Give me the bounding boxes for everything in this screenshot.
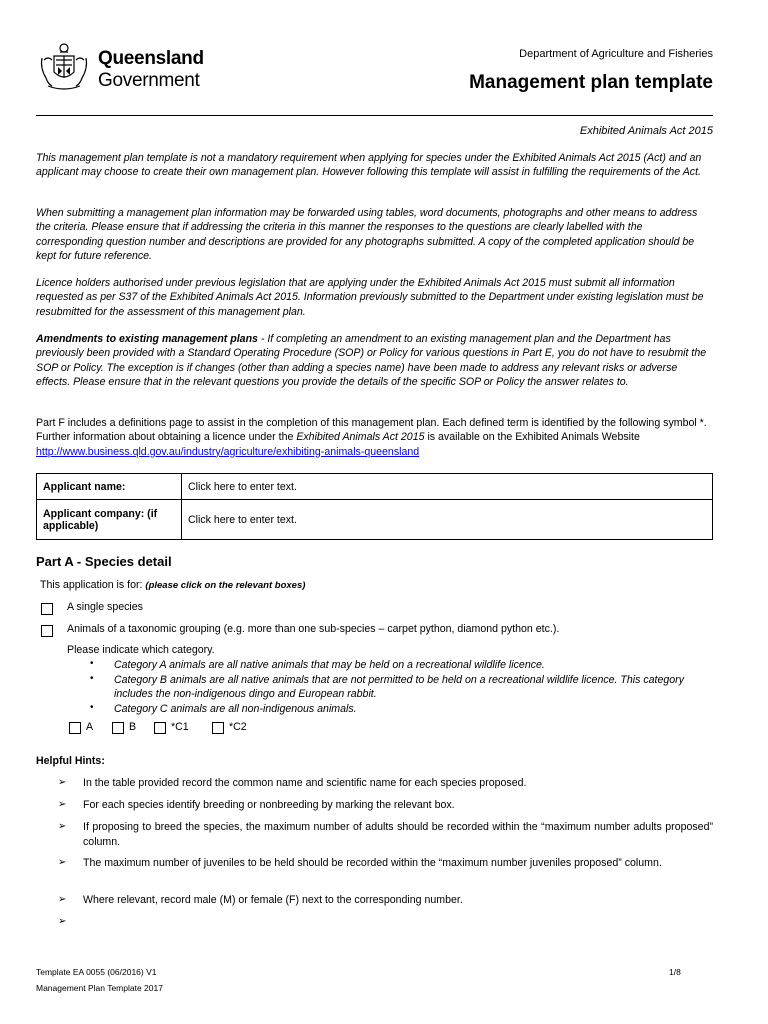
part-a-heading: Part A - Species detail: [36, 554, 172, 569]
bullet-icon: •: [90, 673, 94, 684]
application-note: (please click on the relevant boxes): [145, 580, 306, 591]
act-name-italic: Exhibited Animals Act 2015: [296, 431, 425, 444]
applicant-details-table: [36, 473, 713, 540]
page-number: 1/8: [669, 967, 681, 977]
category-c2-checkbox[interactable]: [212, 722, 224, 734]
application-for-text: This application is for:: [40, 579, 146, 591]
taxonomic-group-checkbox[interactable]: [41, 625, 53, 637]
amendments-text: - If completing an amendment to an existing management plan and the Department has previously been provided with a Standard Operating Procedure (SOP) or Policy for various questions in Part E, you do not have to resubmit the SOP or Policy. The exception is if changes (other than adding a species name) have been made to address any relevant risks or adverse effects. Please ensure that in the relevant questions you provide the details of the specific SOP or Policy the answer relates to.: [36, 333, 707, 388]
applicant-name-field[interactable]: Click here to enter text.: [182, 474, 713, 500]
applicant-name-label: Applicant name:: [37, 474, 182, 500]
part-f-paragraph: [36, 416, 712, 459]
arrow-bullet-icon: ➢: [58, 894, 67, 905]
coat-of-arms-icon: [36, 38, 92, 94]
intro-paragraph-2: When submitting a management plan information may be forwarded using tables, word documents, photographs and other means to address the criteria. Please ensure that if addressing the criteria in this manner the responses to the questions are clearly labelled with the corresponding question number and descriptions are provided for any photographs submitted. A copy of the completed application should be kept for future reference.: [36, 207, 698, 262]
category-b-label: B: [129, 721, 137, 733]
intro-paragraph-1: This management plan template is not a mandatory requirement when applying for species under the Exhibited Animals Act 2015 (Act) and an applicant may choose to create their own management plan. However following this template will assist in fulfilling the requirements of the Act.: [36, 152, 702, 179]
website-lead-text: is available on the Exhibited Animals Website: [424, 431, 640, 444]
category-a-checkbox[interactable]: [69, 722, 81, 734]
footer-template-id: Template EA 0055 (06/2016) V1: [36, 967, 157, 977]
hint-item: The maximum number of juveniles to be held should be recorded within the “maximum number juveniles proposed” column.: [83, 857, 662, 869]
category-c-description: Category C animals are all non-indigenous animals.: [114, 703, 357, 715]
table-row: [37, 474, 713, 500]
category-a-description: Category A animals are all native animals that may be held on a recreational wildlife licence.: [114, 659, 545, 671]
applicant-company-field[interactable]: Click here to enter text.: [182, 500, 713, 540]
footer-template-name: Management Plan Template 2017: [36, 983, 163, 993]
category-c1-label: *C1: [171, 721, 189, 733]
bullet-icon: •: [90, 658, 94, 669]
single-species-checkbox[interactable]: [41, 603, 53, 615]
indicate-category-text: Please indicate which category.: [67, 644, 215, 656]
header-divider: [36, 115, 713, 116]
logo-text-government: Government: [98, 70, 200, 91]
hint-item: Where relevant, record male (M) or female (F) next to the corresponding number.: [83, 894, 463, 906]
arrow-bullet-icon: ➢: [58, 777, 67, 788]
applicant-company-label: Applicant company: (if applicable): [37, 500, 182, 540]
category-c1-checkbox[interactable]: [154, 722, 166, 734]
document-title: Management plan template: [469, 72, 713, 93]
category-b-checkbox[interactable]: [112, 722, 124, 734]
hint-item: In the table provided record the common name and scientific name for each species proposed.: [83, 777, 527, 789]
category-b-description: Category B animals are all native animals that are not permitted to be held on a recreational wildlife licence. This category includes the non-indigenous dingo and European rabbit.: [114, 674, 685, 701]
part-f-text: Part F includes a definitions page to assist in the completion of this management plan. Each defined term is identified by the following symbol *. Further information about obtaining a licence under the: [36, 417, 707, 444]
category-a-label: A: [86, 721, 94, 733]
exhibited-animals-website-link[interactable]: http://www.business.qld.gov.au/industry/agriculture/exhibiting-animals-queensland: [36, 445, 420, 458]
helpful-hints-heading: Helpful Hints:: [36, 755, 105, 767]
arrow-bullet-icon: ➢: [58, 916, 67, 927]
single-species-label: A single species: [67, 601, 143, 613]
amendments-paragraph: [36, 332, 712, 389]
category-c2-label: *C2: [229, 721, 247, 733]
taxonomic-group-label: Animals of a taxonomic grouping (e.g. more than one sub-species – carpet python, diamond python etc.).: [67, 623, 560, 635]
arrow-bullet-icon: ➢: [58, 799, 67, 810]
queensland-government-logo: [36, 38, 204, 94]
act-reference: Exhibited Animals Act 2015: [579, 125, 713, 137]
amendments-heading: Amendments to existing management plans: [36, 333, 258, 345]
application-for-line: [40, 579, 305, 591]
arrow-bullet-icon: ➢: [58, 857, 67, 868]
table-row: [37, 500, 713, 540]
hint-item: If proposing to breed the species, the maximum number of adults should be recorded within the “maximum number adults proposed” column.: [83, 821, 713, 848]
hint-item: For each species identify breeding or nonbreeding by marking the relevant box.: [83, 799, 455, 811]
logo-text-queensland: Queensland: [98, 48, 204, 69]
arrow-bullet-icon: ➢: [58, 821, 67, 832]
bullet-icon: •: [90, 702, 94, 713]
intro-paragraph-3: Licence holders authorised under previous legislation that are applying under the Exhibited Animals Act 2015 must submit all information requested as per S37 of the Exhibited Animals Act 2015. Information previously submitted to the Department under existing legislation must be resubmitted for the assessment of this management plan.: [36, 277, 704, 318]
department-name: Department of Agriculture and Fisheries: [519, 48, 713, 60]
